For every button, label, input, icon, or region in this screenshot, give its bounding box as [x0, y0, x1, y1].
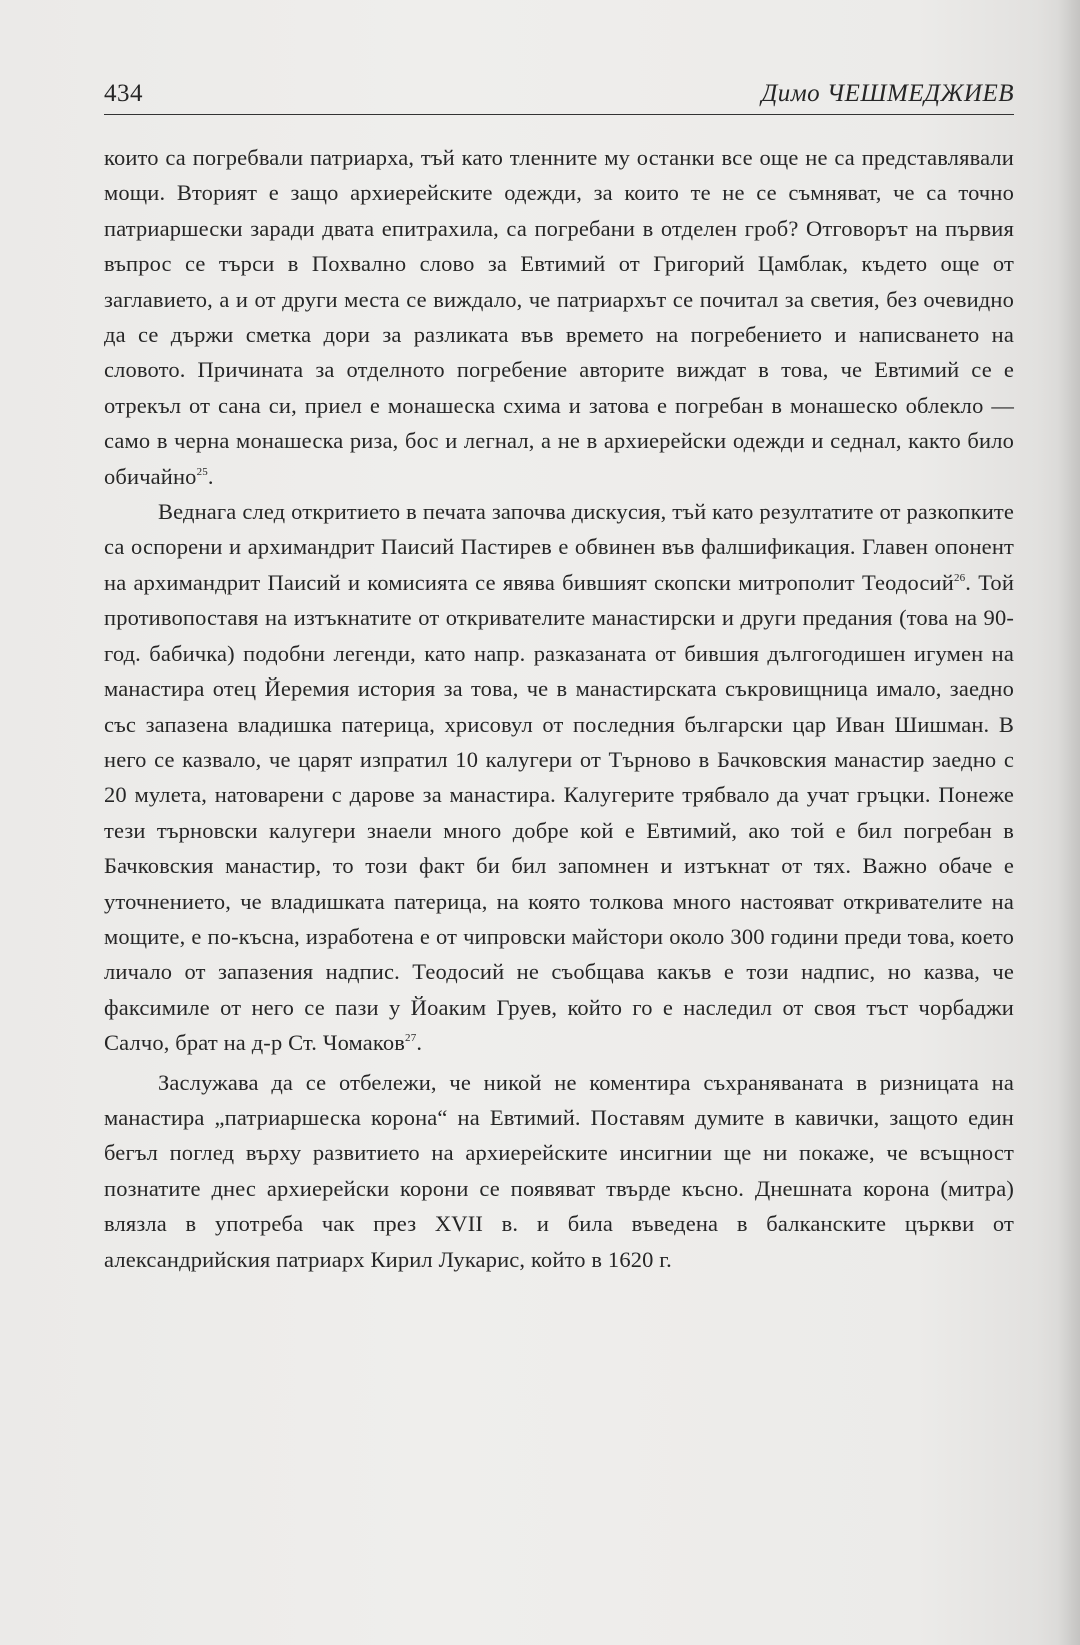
paragraph-2-text-3: . — [416, 1030, 423, 1056]
paragraph-1 — [104, 140, 1014, 494]
paragraph-2-text-1: Веднага след откритието в печата започва дискусия, тъй като резултатите от разкопките са оспорени и архимандрит Паисий Пастирев е обвинен във фалшификация. Главен опонент на архимандрит Паисий и комисията се явява бившият скопски митрополит Теодосий — [104, 499, 1014, 595]
paragraph-3 — [104, 1065, 1014, 1277]
running-head: Димо ЧЕШМЕДЖИЕВ — [761, 80, 1014, 107]
page-number: 434 — [104, 80, 143, 107]
paragraph-1-text-1: които са погребвали патриарха, тъй като тленните му останки все още не са представлявали мощи. Вторият е защо архиерейските одежди, за които те не се съмняват, че са точно патриаршески заради двата епитрахила, са погребани в отделен гроб? Отговорът на първия въпрос се търси в Похвално слово за Евтимий от Григорий Цамблак, където още от заглавието, а и от други места се виждало, че патриархът се почитал за светия, без очевидно да се държи сметка дори за разликата във времето на погребението и написването на словото. Причината за отделното погребение авторите виждат в това, че Евтимий се е отрекъл от сана си, приел е монашеска схима и затова е погребан в монашеско облекло — само в черна монашеска риза, бос и легнал, а не в архиерейски одежди и седнал, както било обичайно — [104, 145, 1014, 489]
paragraph-2-text-2: . Той противопоставя на изтъкнатите от откривателите манастирски и други предания (това на 90-год. бабичка) подобни легенди, като напр. разказаната от бившия дългогодишен игумен на манастира отец Йеремия история за това, че в манастирската съкровищница имало, заедно със запазена владишка патерица, хрисовул от последния български цар Иван Шишман. В него се казвало, че царят изпратил 10 калугери от Търново в Бачковския манастир заедно с 20 мулета, натоварени с дарове за манастира. Калугерите трябвало да учат гръцки. Понеже тези търновски калугери знаели много добре кой е Евтимий, ако той е бил погребан в Бачковския манастир, то този факт би бил запомнен и изтъкнат от тях. Важно обаче е уточнението, че владишката патерица, на която толкова много настояват откривателите на мощите, е по-късна, изработена е от чипровски майстори около 300 години преди това, което личало от запазения надпис. Теодосий не съобщава какъв е този надпис, но казва, че факсимиле от него се пази у Йоаким Груев, който го е наследил от своя тъст чорбаджи Салчо, брат на д-р Ст. Чомаков — [104, 569, 1015, 1056]
footnote-ref-27: 27 — [405, 1032, 417, 1045]
footnote-ref-25: 25 — [196, 465, 208, 478]
page-header — [104, 78, 1014, 115]
page-edge-shadow — [1058, 0, 1080, 1645]
paragraph-1-text-2: . — [207, 463, 214, 489]
body-text — [104, 140, 1014, 1277]
paragraph-2 — [104, 494, 1014, 1061]
paragraph-3-text-1: Заслужава да се отбележи, че никой не коментира съхраняваната в ризницата на манастира „патриаршеска корона“ на Евтимий. Поставям думите в кавички, защото един бегъл поглед върху развитието на архиерейските инсигнии ще ни покаже, че всъщност познатите днес архиерейски корони се появяват твърде късно. Днешната корона (митра) влязла в употреба чак през XVII в. и била въведена в балканските църкви от александрийския патриарх Кирил Лукарис, който в 1620 г. — [104, 1069, 1014, 1272]
footnote-ref-26: 26 — [953, 571, 966, 584]
